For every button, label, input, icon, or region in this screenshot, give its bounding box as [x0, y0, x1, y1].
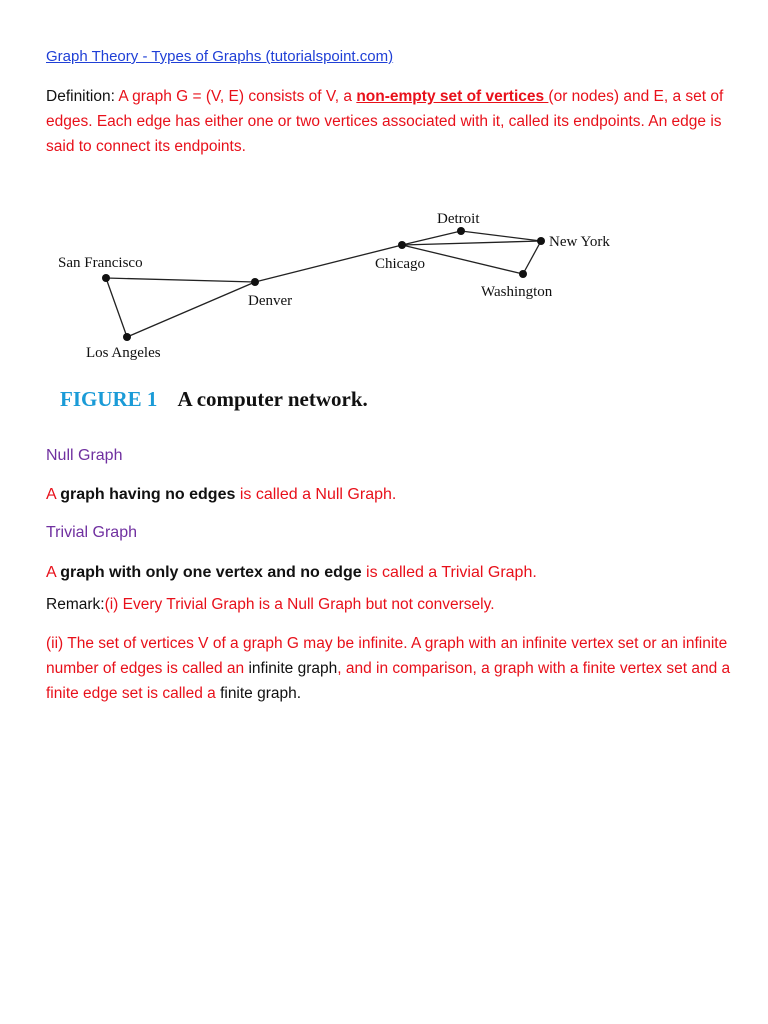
source-link[interactable]: Graph Theory - Types of Graphs (tutorialspoint.com) — [46, 48, 394, 65]
trivial-graph-definition — [46, 564, 537, 582]
remark-label: Remark: — [46, 596, 105, 613]
null-bold-text: graph having no edges — [60, 486, 236, 503]
remark-line — [46, 596, 495, 614]
edge-detroit-newyork — [461, 231, 541, 241]
node-denver — [251, 278, 259, 286]
definition-paragraph — [46, 84, 736, 159]
label-denver: Denver — [248, 293, 293, 309]
remark-ii-text-1: (ii) The set of vertices V of a graph G may be infinite. A graph with an infinite vertex set or an infinite number of edges is called an — [46, 635, 728, 677]
remark-ii-paragraph — [46, 631, 736, 706]
edge-la-denver — [127, 282, 255, 337]
trivial-graph-heading: Trivial Graph — [46, 524, 137, 541]
node-los-angeles — [123, 333, 131, 341]
node-washington — [519, 270, 527, 278]
node-detroit — [457, 227, 465, 235]
definition-label: Definition: — [46, 88, 119, 105]
network-graph — [40, 196, 640, 366]
edge-sf-la — [106, 278, 127, 337]
label-chicago: Chicago — [375, 256, 425, 272]
remark-ii-end: . — [296, 685, 302, 702]
null-graph-heading: Null Graph — [46, 447, 123, 464]
network-figure — [40, 196, 640, 366]
label-detroit: Detroit — [437, 211, 480, 227]
figure-title: A computer network. — [177, 387, 368, 411]
node-new-york — [537, 237, 545, 245]
null-prefix: A — [46, 486, 61, 503]
definition-text-2: (or nodes) and E, a set of edges. Each edge has either one or two vertices associated with it, called its endpoints. An edge is said to connect its endpoints. — [46, 88, 724, 155]
remark-text: (i) Every Trivial Graph is a Null Graph but not conversely. — [104, 596, 495, 613]
trivial-suffix: is called a Trivial Graph. — [361, 564, 537, 581]
trivial-bold-text: graph with only one vertex and no edge — [60, 564, 362, 581]
edge-sf-denver — [106, 278, 255, 282]
null-graph-definition — [46, 486, 396, 504]
node-san-francisco — [102, 274, 110, 282]
figure-number: FIGURE 1 — [60, 387, 158, 411]
definition-text-1: A graph G = (V, E) consists of V, a — [118, 88, 357, 105]
definition-emphasis: non-empty set of vertices — [356, 88, 549, 105]
label-new-york: New York — [549, 234, 610, 250]
edge-chicago-newyork — [402, 241, 541, 245]
label-washington: Washington — [481, 284, 553, 300]
trivial-prefix: A — [46, 564, 61, 581]
edge-washington-newyork — [523, 241, 541, 274]
null-suffix: is called a Null Graph. — [235, 486, 397, 503]
node-chicago — [398, 241, 406, 249]
label-los-angeles: Los Angeles — [86, 345, 161, 361]
label-san-francisco: San Francisco — [58, 255, 143, 271]
figure-caption — [60, 387, 368, 412]
remark-ii-text-2: , and in comparison, a graph with a finite vertex set and a finite edge set is called a — [46, 660, 731, 702]
infinite-graph-term: infinite graph — [248, 660, 338, 677]
edge-chicago-detroit — [402, 231, 461, 245]
finite-graph-term: finite graph — [220, 685, 297, 702]
